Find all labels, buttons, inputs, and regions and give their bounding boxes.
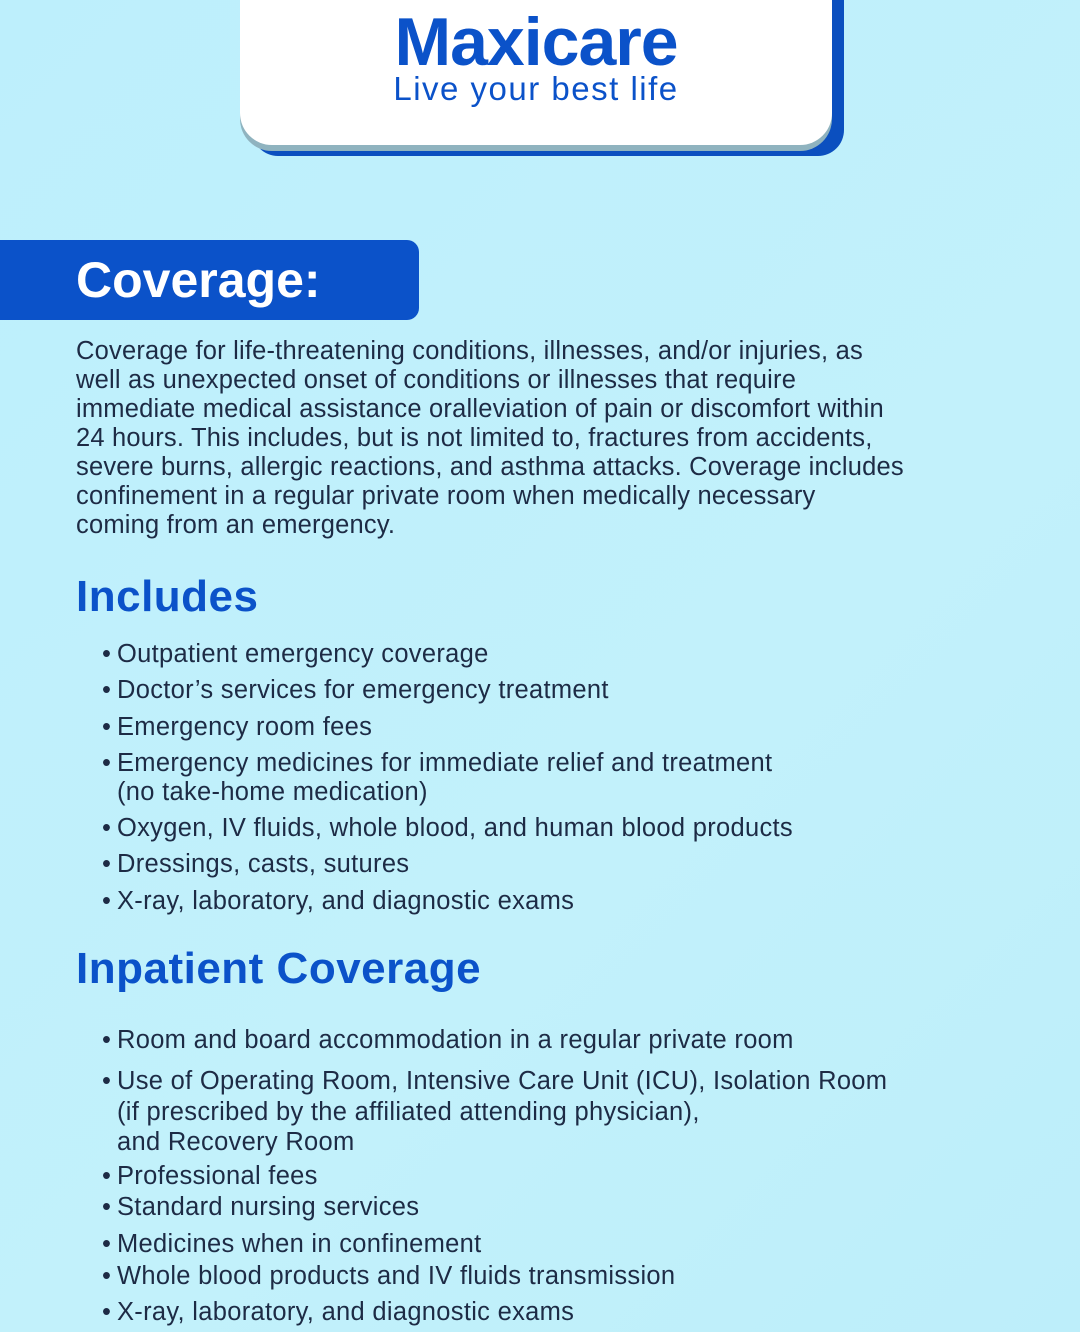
list-item-text: [117, 1297, 574, 1328]
coverage-line: immediate medical assistance oralleviation of pain or discomfort within: [76, 395, 884, 423]
list-item: [102, 887, 574, 916]
list-item-line: Whole blood products and IV fluids transmission: [117, 1262, 676, 1290]
list-item-line: Doctor’s services for emergency treatment: [117, 676, 609, 704]
list-item-text: [117, 640, 489, 669]
list-item-text: [117, 676, 609, 705]
list-item-line: Oxygen, IV fluids, whole blood, and human blood products: [117, 814, 793, 842]
bullet-icon: •: [102, 814, 112, 842]
list-item-line: (if prescribed by the affiliated attending physician),: [117, 1097, 700, 1126]
bullet-icon: •: [102, 850, 112, 878]
list-item: [102, 850, 409, 879]
bullet-icon: •: [102, 1262, 112, 1290]
list-item-text: [117, 1261, 675, 1292]
list-item: [102, 1192, 419, 1223]
bullet-icon: •: [102, 887, 112, 915]
list-item: [102, 640, 489, 669]
list-item: [102, 1161, 318, 1192]
coverage-line: 24 hours. This includes, but is not limited to, fractures from accidents,: [76, 424, 873, 452]
bullet-icon: •: [102, 676, 112, 704]
list-item-line: Professional fees: [117, 1162, 318, 1190]
bullet-icon: •: [102, 1193, 112, 1221]
brand-tagline: Live your best life: [393, 70, 679, 107]
brand-logo: Maxicare: [394, 4, 678, 80]
list-item-line: Emergency room fees: [117, 713, 373, 741]
list-item: [102, 676, 609, 705]
list-item-line: X-ray, laboratory, and diagnostic exams: [117, 887, 575, 915]
list-item: [102, 1025, 794, 1056]
inpatient-heading: Inpatient Coverage: [76, 944, 482, 993]
bullet-icon: •: [102, 1162, 112, 1190]
list-item: [102, 1261, 675, 1292]
list-item: [102, 1297, 574, 1328]
list-item-text: [117, 1025, 794, 1056]
list-item-line: Use of Operating Room, Intensive Care Unit (ICU), Isolation Room: [117, 1067, 888, 1095]
bullet-icon: •: [102, 1067, 112, 1095]
list-item: [102, 1229, 481, 1260]
list-item-line: Medicines when in confinement: [117, 1230, 482, 1258]
bullet-icon: •: [102, 1026, 112, 1054]
list-item: [102, 1066, 887, 1158]
list-item-text: [117, 1229, 481, 1260]
list-item-text: [117, 850, 409, 879]
coverage-line: well as unexpected onset of conditions or illnesses that require: [76, 366, 797, 394]
list-item-line: Outpatient emergency coverage: [117, 640, 489, 668]
list-item-line: (no take-home medication): [117, 778, 428, 806]
bullet-icon: •: [102, 749, 112, 777]
list-item-text: [117, 1066, 887, 1158]
list-item-text: [117, 814, 793, 843]
list-item-line: Dressings, casts, sutures: [117, 850, 410, 878]
coverage-banner: [0, 240, 419, 320]
coverage-description: [76, 337, 904, 540]
list-item: [102, 713, 372, 742]
coverage-line: severe burns, allergic reactions, and asthma attacks. Coverage includes: [76, 453, 904, 481]
logo-card: [240, 0, 832, 145]
list-item-text: [117, 1192, 419, 1223]
list-item-text: [117, 1161, 318, 1192]
list-item-line: and Recovery Room: [117, 1128, 355, 1156]
list-item-text: [117, 749, 772, 807]
list-item-line: X-ray, laboratory, and diagnostic exams: [117, 1298, 575, 1326]
coverage-line: confinement in a regular private room when medically necessary: [76, 482, 816, 510]
bullet-icon: •: [102, 1298, 112, 1326]
list-item-text: [117, 887, 574, 916]
coverage-line: coming from an emergency.: [76, 511, 396, 539]
list-item-line: Standard nursing services: [117, 1193, 420, 1221]
list-item-line: Room and board accommodation in a regular private room: [117, 1026, 794, 1054]
bullet-icon: •: [102, 713, 112, 741]
bullet-icon: •: [102, 640, 112, 668]
list-item: [102, 749, 772, 807]
includes-heading: Includes: [76, 572, 259, 621]
coverage-title: Coverage:: [76, 252, 321, 308]
list-item-line: Emergency medicines for immediate relief and treatment: [117, 749, 773, 777]
bullet-icon: •: [102, 1230, 112, 1258]
list-item: [102, 814, 793, 843]
coverage-line: Coverage for life-threatening conditions, illnesses, and/or injuries, as: [76, 337, 863, 365]
list-item-text: [117, 713, 372, 742]
